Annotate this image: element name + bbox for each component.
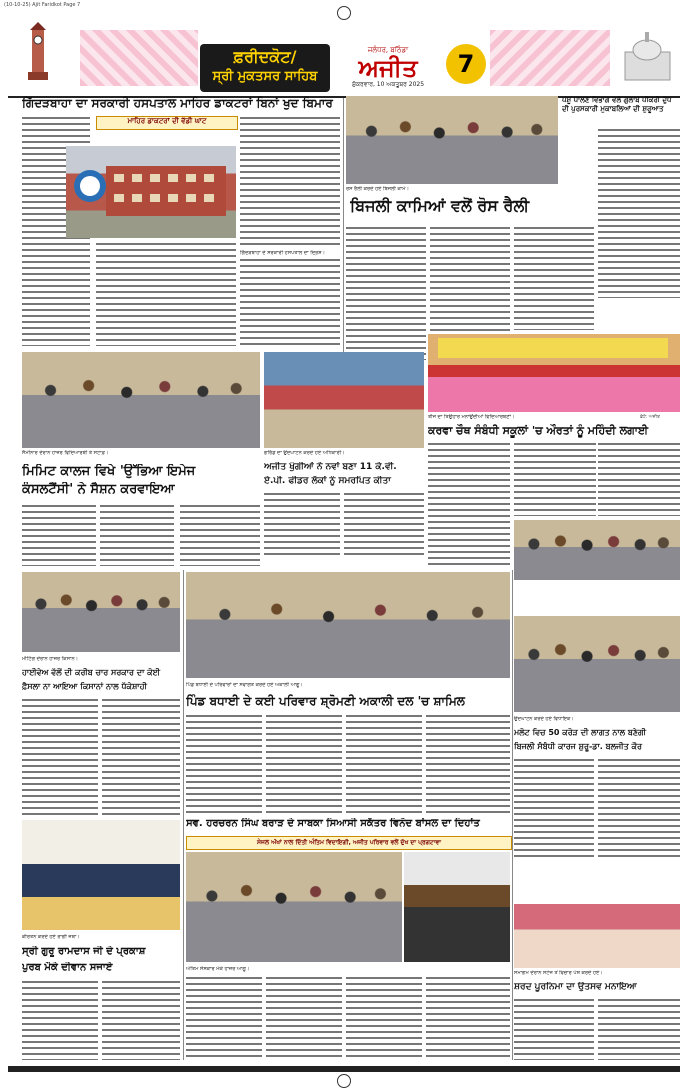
mehndi-body-col1 xyxy=(428,442,510,568)
rally-photo xyxy=(346,96,558,184)
top-right-headline: ਪਸ਼ੂ ਪਾਲਣ ਵਿਭਾਗ ਵਲੋਂ ਗੁਲਾਬ ਪੀਂਕਰੀ ਦੁੱਧ ਦੀ ਪੁਰਸਕਾਰੀ ਮੁਕਾਬਲਿਆਂ ਦੀ ਸ਼ੁਰੂਆਤ xyxy=(562,96,672,113)
obit-tag: ਸੇਜਲ ਅੱਖਾਂ ਨਾਲ ਦਿੱਤੀ ਅੰਤਿਮ ਵਿਦਾਇਗੀ, ਅਜੀਤ ਪਰਿਵਾਰ ਵਲੋਂ ਦੁੱਖ ਦਾ ਪ੍ਰਗਟਾਵਾ xyxy=(186,836,512,850)
feeder-photo xyxy=(264,352,424,448)
gurpurab-headline-1: ਸ੍ਰੀ ਗੁਰੂ ਰਾਮਦਾਸ ਜੀ ਦੇ ਪ੍ਰਕਾਸ਼ xyxy=(22,946,146,957)
print-slug: (10-10-25) Ajit Faridkot Page 7 xyxy=(4,2,81,8)
malout-headline-1: ਮਲੋਟ ਵਿਚ 50 ਕਰੋੜ ਦੀ ਲਾਗਤ ਨਾਲ ਬਣੇਗੀ xyxy=(514,728,647,737)
utsav-caption: ਸਮਾਗਮ ਦੌਰਾਨ ਸਟੇਜ ਤੋਂ ਵਿਚਾਰ ਪੇਸ਼ ਕਰਦੇ ਹੋਏ। xyxy=(514,970,603,976)
hospital-photo xyxy=(66,146,236,238)
mimit-body-col3 xyxy=(180,504,260,566)
malout-body-col2 xyxy=(598,758,680,858)
decorative-band-left xyxy=(80,30,198,86)
feeder-headline-2: ਏ.ਪੀ. ਫੀਡਰ ਲੋਕਾਂ ਨੂੰ ਸਮਰਪਿਤ ਕੀਤਾ xyxy=(264,476,391,486)
top-right-body xyxy=(598,128,680,298)
utsav-body-col2 xyxy=(598,998,680,1060)
utsav-headline: ਸ਼ਰਦ ਪੂਰਨਿਮਾ ਦਾ ਉਤਸਵ ਮਨਾਇਆ xyxy=(514,982,637,992)
mimit-headline-2: ਕੰਸਲਟੈਂਸੀ' ਨੇ ਸੈਸ਼ਨ ਕਰਵਾਇਆ xyxy=(22,482,175,497)
farmers-headline-2: ਫ਼ੈਸਲਾ ਨਾ ਆਇਆ ਕਿਸਾਨਾਂ ਨਾਲ ਧੱਕੇਸ਼ਾਹੀ xyxy=(22,682,147,691)
mehndi-body-col3 xyxy=(598,442,680,516)
mehndi-photo-2 xyxy=(514,520,680,580)
obit-caption: ਅੰਤਿਮ ਸੰਸਕਾਰ ਮੌਕੇ ਹਾਜ਼ਰ ਆਗੂ। xyxy=(186,966,250,972)
rally-body-col1 xyxy=(346,226,426,360)
obit-photo xyxy=(186,852,402,962)
registration-mark xyxy=(337,6,351,20)
malout-headline-2: ਬਿਜਲੀ ਸੰਬੰਧੀ ਕਾਰਜ ਸ਼ੁਰੂ-ਡਾ. ਬਲਜੀਤ ਕੌਰ xyxy=(514,742,642,751)
obit-body-col4 xyxy=(426,976,510,1060)
gurpurab-headline-2: ਪੁਰਬ ਮੌਕੇ ਦੀਵਾਨ ਸਜਾਏ xyxy=(22,962,113,973)
akali-body-col2 xyxy=(266,714,342,814)
mimit-headline-1: ਮਿਮਿਟ ਕਾਲਜ ਵਿਖੇ 'ਉੱਭਿਆ ਇਮੇਜ xyxy=(22,464,196,479)
mehndi-photo xyxy=(428,334,680,412)
masthead-logo-block xyxy=(332,44,444,92)
lead-body-col2 xyxy=(96,242,236,346)
mehndi-credit: ਫ਼ੋਟੋ: ਅਜੀਤ xyxy=(640,415,660,420)
mehndi-headline: ਕਰਵਾ ਚੌਥ ਸੰਬੰਧੀ ਸਕੂਲਾਂ 'ਚ ਔਰਤਾਂ ਨੂੰ ਮਹਿੰਦੀ ਲਗਾਈ xyxy=(428,424,649,437)
mimit-body-col1 xyxy=(22,504,96,566)
feeder-caption: ਗਰਿੱਡ ਦਾ ਉਦਘਾਟਨ ਕਰਦੇ ਹੋਏ ਅਧਿਕਾਰੀ। xyxy=(264,450,345,456)
gurpurab-photo xyxy=(22,820,180,930)
masthead-city xyxy=(200,44,330,92)
malout-body-col1 xyxy=(514,758,594,858)
obit-body-col3 xyxy=(346,976,422,1060)
feeder-body-col1 xyxy=(264,492,340,558)
masthead-city-line1: ਫ਼ਰੀਦਕੋਟ/ xyxy=(233,47,297,66)
masthead-city-line2: ਸ੍ਰੀ ਮੁਕਤਸਰ ਸਾਹਿਬ xyxy=(212,69,318,84)
decorative-band-right xyxy=(490,30,610,86)
lead-body-col4 xyxy=(240,258,340,346)
akali-body-col4 xyxy=(426,714,510,814)
lead-inset-label: ਮਾਹਿਰ ਡਾਕਟਰਾਂ ਦੀ ਵੱਡੀ ਘਾਟ xyxy=(96,116,238,130)
farmers-body-col2 xyxy=(102,698,180,816)
gurdwara-illustration xyxy=(615,22,680,84)
akali-body-col3 xyxy=(346,714,422,814)
mehndi-body-col2 xyxy=(514,442,596,516)
akali-caption: ਪਿੰਡ ਬਧਾਈ ਦੇ ਪਰਿਵਾਰਾਂ ਦਾ ਸਵਾਗਤ ਕਰਦੇ ਹੋਏ ਅਕਾਲੀ ਆਗੂ। xyxy=(186,682,303,688)
lead-headline: ਗਿੱਦੜਬਾਹਾ ਦਾ ਸਰਕਾਰੀ ਹਸਪਤਾਲ ਮਾਹਿਰ ਡਾਕਟਰਾਂ ਬਿਨਾਂ ਖੁਦ ਬਿਮਾਰ xyxy=(22,96,333,110)
farmers-caption: ਮੀਟਿੰਗ ਦੌਰਾਨ ਹਾਜ਼ਰ ਕਿਸਾਨ। xyxy=(22,656,78,662)
mimit-body-col2 xyxy=(100,504,174,566)
lead-photo-caption: ਗਿੱਦੜਬਾਹਾ ਦੇ ਸਰਕਾਰੀ ਹਸਪਤਾਲ ਦਾ ਦ੍ਰਿਸ਼। xyxy=(240,250,325,256)
rally-headline: ਬਿਜਲੀ ਕਾਮਿਆਂ ਵਲੋਂ ਰੋਸ ਰੈਲੀ xyxy=(350,196,530,215)
akali-headline: ਪਿੰਡ ਬਧਾਈ ਦੇ ਕਈ ਪਰਿਵਾਰ ਸ਼੍ਰੋਮਣੀ ਅਕਾਲੀ ਦਲ 'ਚ ਸ਼ਾਮਿਲ xyxy=(186,694,465,708)
rally-photo-caption: ਰੋਸ ਰੈਲੀ ਕਰਦੇ ਹੋਏ ਬਿਜਲੀ ਕਾਮੇ। xyxy=(346,186,409,192)
gurpurab-body-col2 xyxy=(102,980,180,1060)
column-rule xyxy=(183,570,184,1060)
farmers-photo xyxy=(22,572,180,652)
newspaper-logo: ਅਜੀਤ xyxy=(358,54,418,82)
obit-body-col2 xyxy=(266,976,342,1060)
farmers-body-col1 xyxy=(22,698,98,816)
malout-caption: ਉਦਘਾਟਨ ਕਰਦੇ ਹੋਏ ਵਿਧਾਇਕ। xyxy=(514,716,574,722)
akali-photo xyxy=(186,572,510,678)
feeder-body-col2 xyxy=(344,492,424,558)
mehndi-caption: ਤੀਜ ਦਾ ਤਿਉਹਾਰ ਮਨਾਉਂਦੀਆਂ ਵਿਦਿਆਰਥਣਾਂ। xyxy=(428,414,515,420)
masthead-date: ਸ਼ੁੱਕਰਵਾਰ, 10 ਅਕਤੂਬਰ 2025 xyxy=(351,81,425,88)
mimit-photo xyxy=(22,352,260,448)
gurpurab-body-col1 xyxy=(22,980,98,1060)
obit-headline: ਸਵ. ਹਰਚਰਨ ਸਿੰਘ ਬਰਾੜ ਦੇ ਸਾਬਕਾ ਸਿਆਸੀ ਸਕੱਤਰ ਵਿਨੋਦ ਬਾਂਸਲ ਦਾ ਦਿਹਾਂਤ xyxy=(186,818,480,829)
masthead-edition: ਜਲੰਧਰ, ਬਠਿੰਡਾ xyxy=(367,46,409,54)
utsav-body-col1 xyxy=(514,998,594,1060)
page-number-badge: 7 xyxy=(446,44,486,84)
column-rule xyxy=(512,570,513,1060)
malout-photo xyxy=(514,616,680,712)
utsav-photo xyxy=(514,904,680,968)
rally-body-col3 xyxy=(514,226,594,330)
column-rule xyxy=(343,98,344,352)
mimit-caption: ਸੈਮੀਨਾਰ ਦੌਰਾਨ ਹਾਜ਼ਰ ਵਿਦਿਆਰਥੀ ਤੇ ਸਟਾਫ਼। xyxy=(22,450,109,456)
feeder-headline-1: ਅਜੀਤ ਖੁੰਗੀਆਂ ਨੇ ਨਵਾਂ ਬਣਾ 11 ਕੇ.ਵੀ. xyxy=(264,462,397,472)
obit-body-col1 xyxy=(186,976,262,1060)
gurpurab-caption: ਕੀਰਤਨ ਕਰਦੇ ਹੋਏ ਰਾਗੀ ਜਥਾ। xyxy=(22,934,80,940)
farmers-headline-1: ਹਾਈਵੇਅ ਵੱਲੋਂ ਦੀ ਕਰੀਬ ਚਾਰ ਸਰਕਾਰ ਦਾ ਕੋਈ xyxy=(22,668,161,677)
registration-mark-bottom xyxy=(337,1074,351,1088)
print-color-strip xyxy=(8,1066,680,1072)
lead-body-col3 xyxy=(240,116,340,246)
akali-body-col1 xyxy=(186,714,262,814)
clock-tower-illustration xyxy=(8,22,68,82)
obit-portrait xyxy=(404,852,510,962)
